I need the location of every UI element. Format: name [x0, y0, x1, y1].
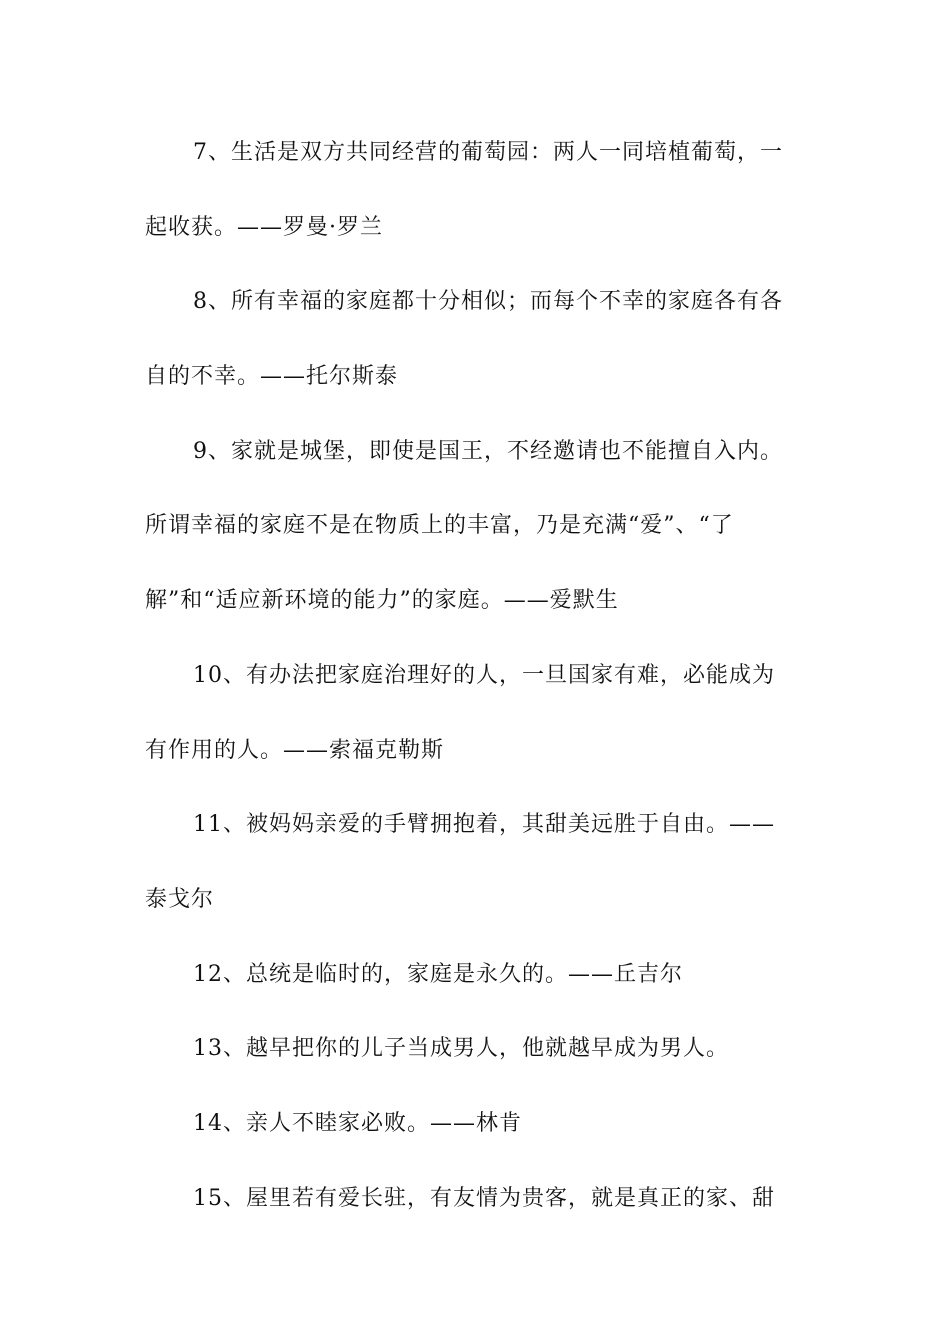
text-line: 7、生活是双方共同经营的葡萄园：两人一同培植葡萄，一: [193, 140, 783, 165]
text-line: 12、总统是临时的，家庭是永久的。——丘吉尔: [193, 961, 683, 987]
text-line: 所谓幸福的家庭不是在物质上的丰富，乃是充满“爱”、“了: [145, 513, 734, 539]
text-line: 13、越早把你的儿子当成男人，他就越早成为男人。: [193, 1036, 729, 1062]
text-line: 解”和“适应新环境的能力”的家庭。——爱默生: [145, 588, 619, 614]
text-line: 有作用的人。——索福克勒斯: [145, 737, 445, 763]
text-line: 10、有办法把家庭治理好的人，一旦国家有难，必能成为: [193, 662, 775, 688]
text-line: 8、所有幸福的家庭都十分相似；而每个不幸的家庭各有各: [193, 289, 783, 315]
text-line: 9、家就是城堡，即使是国王，不经邀请也不能擅自入内。: [193, 438, 783, 464]
text-line: 15、屋里若有爱长驻，有友情为贵客，就是真正的家、甜: [193, 1185, 775, 1211]
text-line: 11、被妈妈亲爱的手臂拥抱着，其甜美远胜于自由。——: [193, 812, 775, 838]
text-line: 自的不幸。——托尔斯泰: [145, 364, 399, 390]
text-line: 起收获。——罗曼·罗兰: [145, 214, 383, 240]
text-line: 泰戈尔: [145, 886, 215, 912]
quote-text-block: [145, 131, 810, 1251]
text-line: 14、亲人不睦家必败。——林肯: [193, 1110, 522, 1136]
